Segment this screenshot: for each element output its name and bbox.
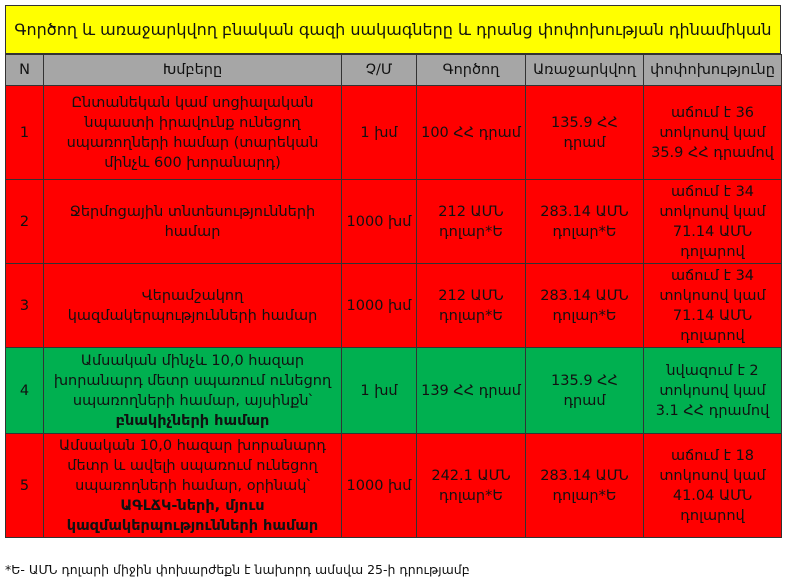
unit-cell: 1 խմ (342, 86, 417, 180)
change-cell: աճում է 18 տոկոսով կամ 41.04 ԱՄՆ դոլարով (644, 434, 782, 538)
group-cell (44, 348, 342, 434)
unit-cell: 1000 խմ (342, 264, 417, 348)
header-unit: Չ/Մ (342, 55, 417, 86)
change-cell: աճում է 36 տոկոսով կամ 35.9 ՀՀ դրամով (644, 86, 782, 180)
group-bold-text: բնակիչների համար (115, 412, 270, 429)
table-row (6, 434, 782, 538)
row-number: 1 (6, 86, 44, 180)
unit-cell: 1000 խմ (342, 434, 417, 538)
footnote: *Ե- ԱՄՆ դոլարի միջին փոխարժեքն է նախորդ ամսվա 25-ի դրությամբ (5, 562, 470, 577)
proposed-tariff-cell: 283.14 ԱՄՆ դոլար*Ե (526, 180, 644, 264)
header-n: N (6, 55, 44, 86)
group-text: Ջերմոցային տնտեսությունների համար (69, 203, 316, 240)
group-cell (44, 434, 342, 538)
change-cell: նվազում է 2 տոկոսով կամ 3.1 ՀՀ դրամով (644, 348, 782, 434)
group-cell (44, 86, 342, 180)
proposed-tariff-cell: 135.9 ՀՀ դրամ (526, 348, 644, 434)
change-cell: աճում է 34 տոկոսով կամ 71.14 ԱՄՆ դոլարով (644, 180, 782, 264)
unit-cell: 1000 խմ (342, 180, 417, 264)
header-current: Գործող (417, 55, 526, 86)
row-number: 2 (6, 180, 44, 264)
group-cell (44, 264, 342, 348)
header-proposed: Առաջարկվող (526, 55, 644, 86)
table-row (6, 180, 782, 264)
proposed-tariff-cell: 135.9 ՀՀ դրամ (526, 86, 644, 180)
proposed-tariff-cell: 283.14 ԱՄՆ դոլար*Ե (526, 264, 644, 348)
current-tariff-cell: 100 ՀՀ դրամ (417, 86, 526, 180)
group-text: Վերամշակող կազմակերպությունների համար (67, 287, 318, 324)
tariff-document (5, 5, 781, 538)
table-row (6, 264, 782, 348)
group-bold-text: ԱԳԼՃԿ-ների, մյուս կազմակերպությունների համար (66, 497, 319, 534)
group-cell (44, 180, 342, 264)
row-number: 3 (6, 264, 44, 348)
row-number: 4 (6, 348, 44, 434)
current-tariff-cell: 212 ԱՄՆ դոլար*Ե (417, 180, 526, 264)
header-row (6, 55, 782, 86)
current-tariff-cell: 139 ՀՀ դրամ (417, 348, 526, 434)
change-cell: աճում է 34 տոկոսով կամ 71.14 ԱՄՆ դոլարով (644, 264, 782, 348)
group-text: Ամսական մինչև 10,0 հազար խորանարդ մետր սպառում ունեցող սպառողների համար, այսինքն՝ (53, 352, 332, 409)
current-tariff-cell: 242.1 ԱՄՆ դոլար*Ե (417, 434, 526, 538)
current-tariff-cell: 212 ԱՄՆ դոլար*Ե (417, 264, 526, 348)
tariff-table (5, 54, 782, 538)
group-text: Ամսական 10,0 հազար խորանարդ մետր և ավելի սպառում ունեցող սպառողների համար, օրինակ՝ (59, 437, 326, 494)
header-change: փոփոխությունը (644, 55, 782, 86)
unit-cell: 1 խմ (342, 348, 417, 434)
table-title: Գործող և առաջարկվող բնական գազի սակագները և դրանց փոփոխության դինամիկան (5, 5, 781, 54)
group-text: Ընտանեկան կամ սոցիալական նպաստի իրավունք ունեցող սպառողների համար (տարեկան մինչև 600 խորանարդ) (66, 94, 319, 171)
header-groups: Խմբերը (44, 55, 342, 86)
proposed-tariff-cell: 283.14 ԱՄՆ դոլար*Ե (526, 434, 644, 538)
row-number: 5 (6, 434, 44, 538)
table-row (6, 86, 782, 180)
table-row (6, 348, 782, 434)
